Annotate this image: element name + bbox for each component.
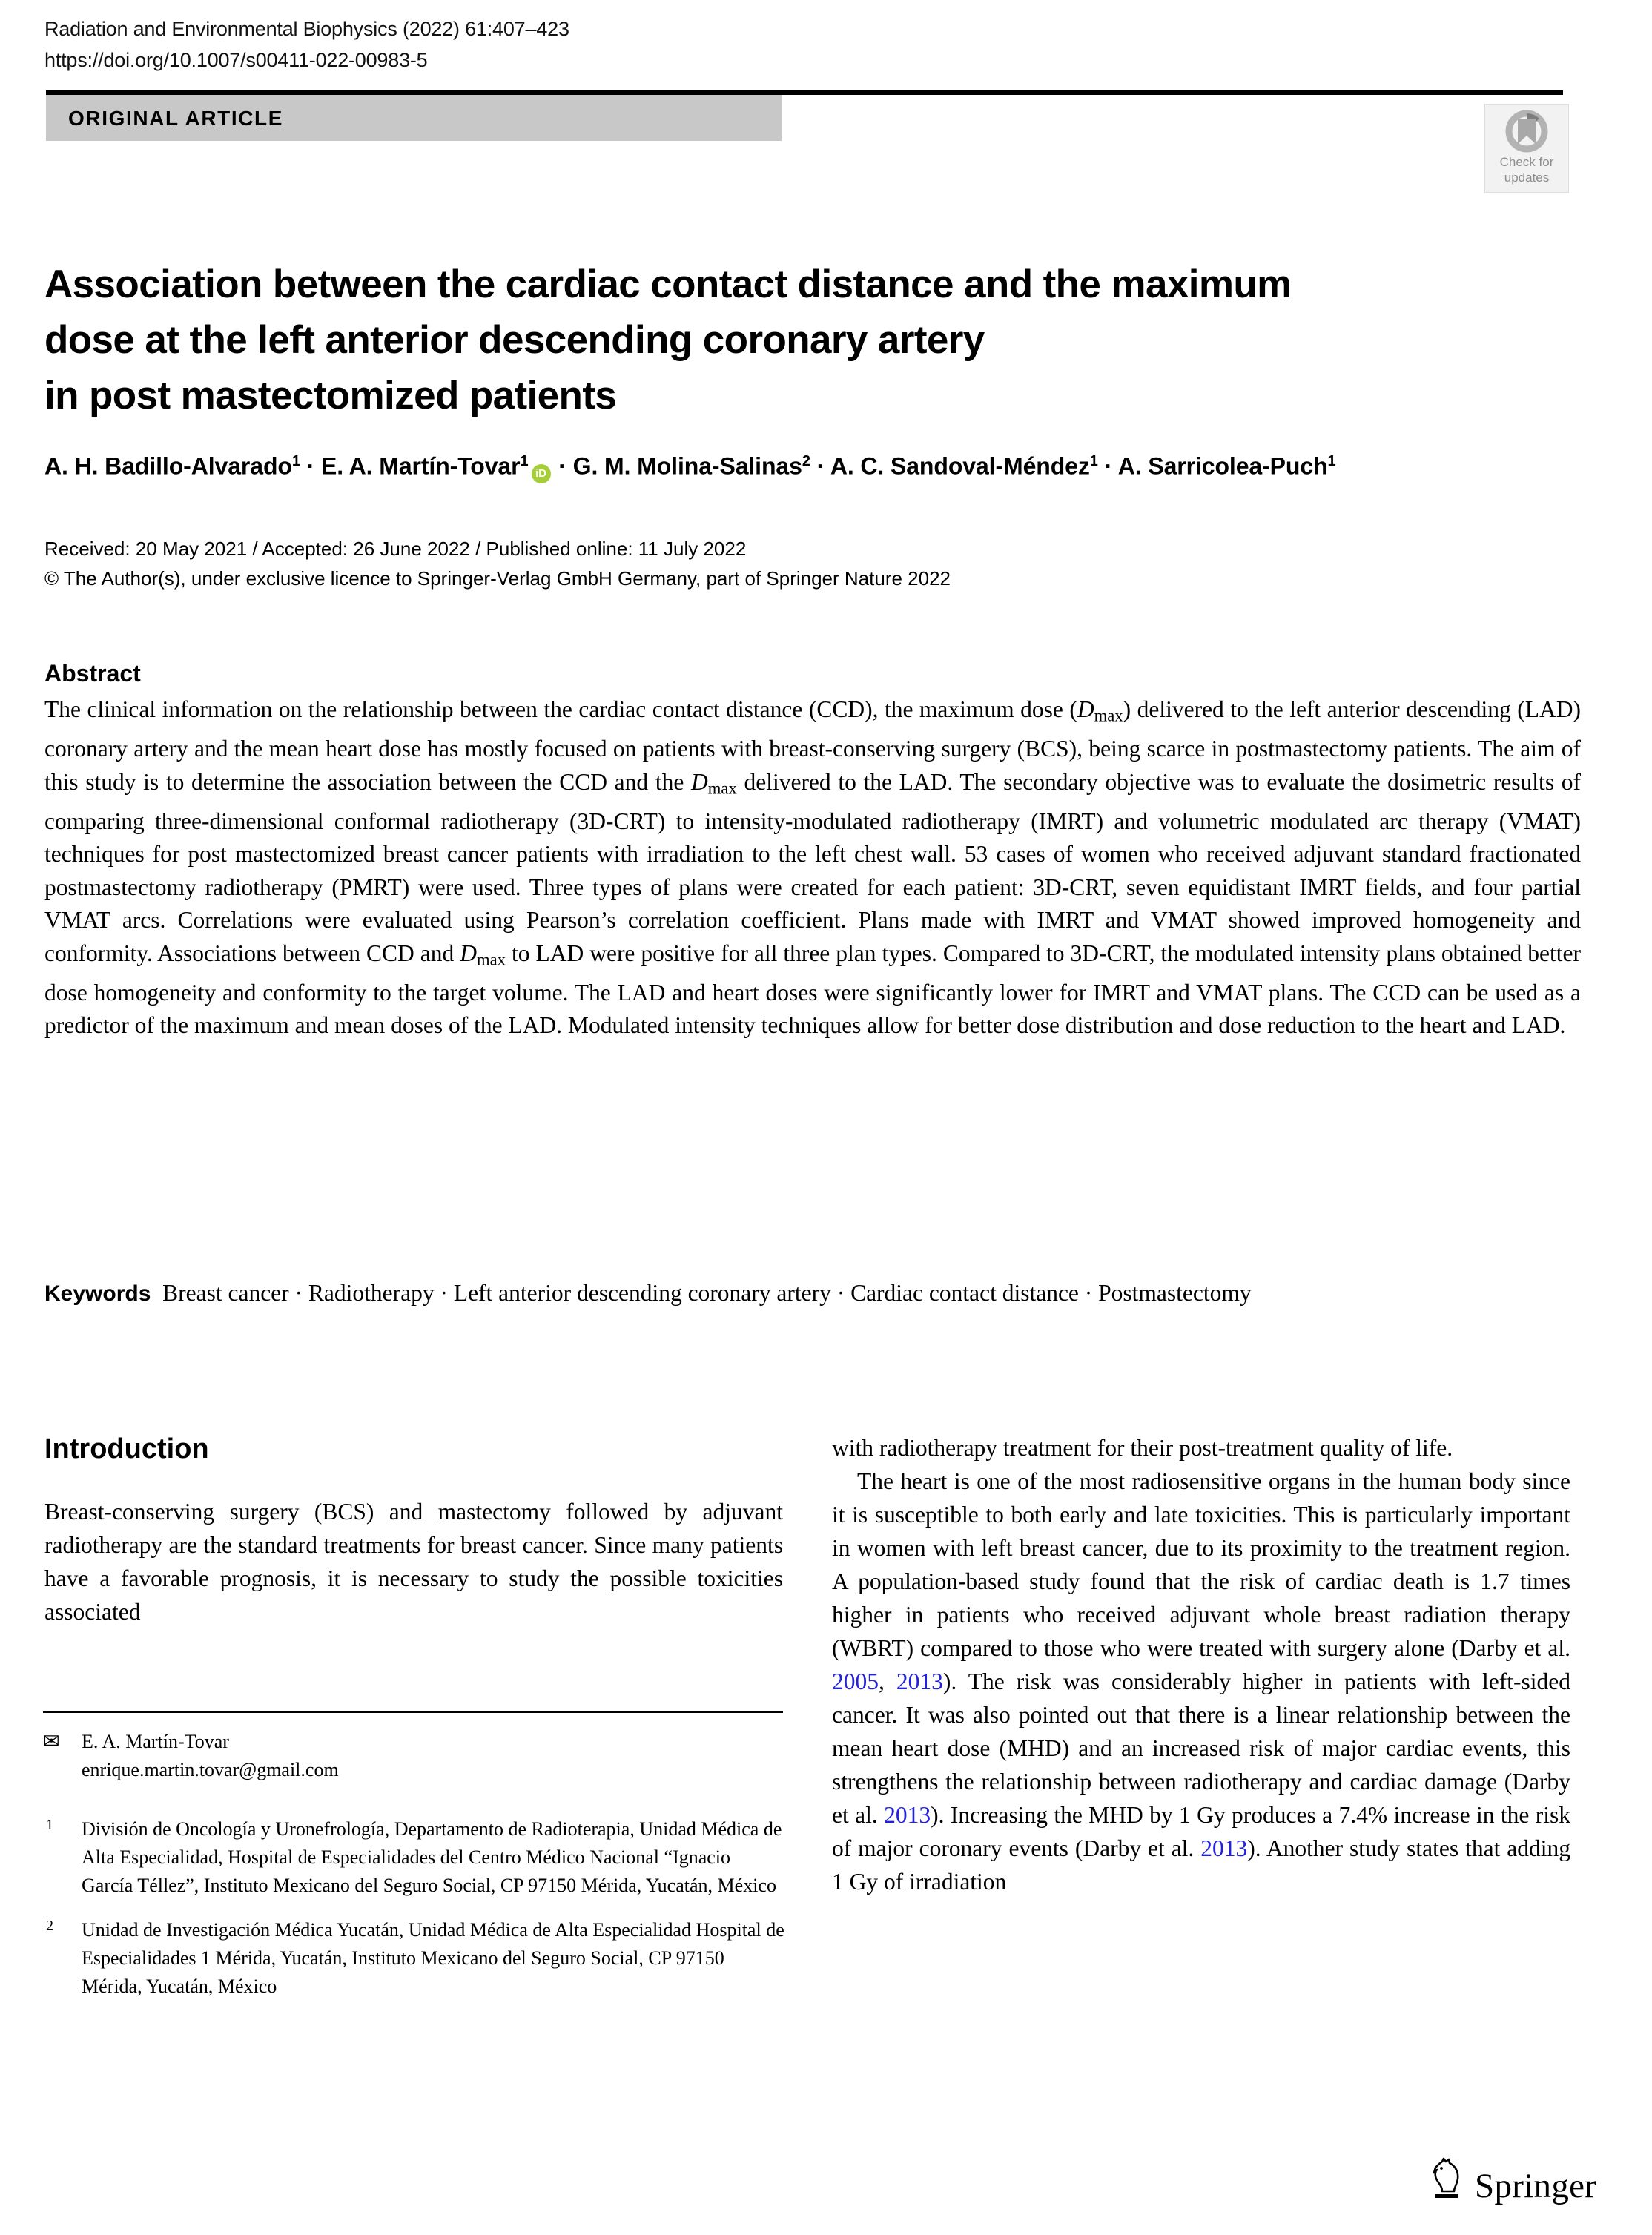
article-title-line-3: in post mastectomized patients xyxy=(44,373,617,417)
dmax-symbol-2: D xyxy=(691,768,708,795)
orcid-icon[interactable]: iD xyxy=(532,464,551,483)
journal-citation-line: Radiation and Environmental Biophysics (2022) 61:407–423 xyxy=(44,18,569,40)
abstract-body xyxy=(44,693,1581,1043)
affiliation-2 xyxy=(43,1916,784,2001)
crossmark-line1: Check for xyxy=(1499,155,1554,169)
intro-p2-text-c: ). Increasing the MHD by 1 Gy produces a 7.4% increase in the risk of major coronary events (Darby et al. xyxy=(832,1802,1570,1861)
affiliation-1-marker: 1 xyxy=(46,1817,53,1833)
author-list xyxy=(44,445,1579,483)
affiliation-1 xyxy=(43,1815,784,1900)
publisher-logo xyxy=(1427,2159,1596,2204)
citation-link-darby-2013-a[interactable]: 2013 xyxy=(896,1668,943,1694)
author-affiliation-marker-5: 1 xyxy=(1327,453,1336,469)
author-name-4: A. C. Sandoval-Méndez xyxy=(830,452,1090,480)
author-separator: · xyxy=(552,452,573,480)
author-affiliation-marker-3: 2 xyxy=(802,453,810,469)
publication-history xyxy=(44,534,1379,593)
dates-line: Received: 20 May 2021 / Accepted: 26 June 2022 / Published online: 11 July 2022 xyxy=(44,538,747,560)
keywords-label: Keywords xyxy=(44,1281,151,1306)
envelope-icon: ✉ xyxy=(43,1730,60,1752)
author-affiliation-marker-4: 1 xyxy=(1089,453,1098,469)
intro-p2-text-a: The heart is one of the most radiosensitive organs in the human body since it is susceptible to both early and late toxicities. This is particularly important in women with left breast cancer, due to its proximity to the treatment region. A population-based study found that the risk of cardiac death is 1.7 times higher in patients who received adjuvant whole breast radiation therapy (WBRT) compared to those who were treated with surgery alone (Darby et al. xyxy=(832,1468,1570,1661)
author-name-2: E. A. Martín-Tovar xyxy=(321,452,521,480)
publisher-name: Springer xyxy=(1475,2167,1597,2205)
abstract-part-4: to LAD were positive for all three plan types. Compared to 3D-CRT, the modulated intensity plans obtained better dose homogeneity and conformity to the target volume. The LAD and heart doses were significantly lower for IMRT and VMAT plans. The CCD can be used as a predictor of the maximum and mean doses of the LAD. Modulated intensity techniques allow for better dose distribution and dose reduction to the heart and LAD. xyxy=(44,940,1581,1039)
dmax-symbol-3: D xyxy=(460,940,477,966)
author-affiliation-marker-2: 1 xyxy=(520,453,529,469)
body-column-left xyxy=(44,1431,783,1628)
doi-line[interactable]: https://doi.org/10.1007/s00411-022-00983-5 xyxy=(44,49,428,71)
abstract-heading: Abstract xyxy=(44,660,141,687)
article-title-line-1: Association between the cardiac contact distance and the maximum xyxy=(44,262,1292,306)
running-head xyxy=(44,13,1231,76)
intro-paragraph-1: Breast-conserving surgery (BCS) and mastectomy followed by adjuvant radiotherapy are the standard treatments for breast cancer. Since many patients have a favorable prognosis, it is necessary to study the possible toxicities associated xyxy=(44,1499,783,1625)
corresponding-author-name: E. A. Martín-Tovar xyxy=(82,1731,229,1752)
corresponding-author xyxy=(43,1728,784,1784)
author-separator: · xyxy=(300,452,322,480)
author-affiliation-marker-1: 1 xyxy=(291,453,300,469)
keywords-block xyxy=(44,1277,1581,1311)
author-separator: · xyxy=(810,452,830,480)
crossmark-line2: updates xyxy=(1504,171,1550,185)
dmax-subscript-2: max xyxy=(707,779,737,798)
body-column-right xyxy=(832,1431,1570,1898)
dmax-subscript-1: max xyxy=(1094,706,1123,725)
crossmark-badge[interactable] xyxy=(1484,104,1569,193)
citation-link-darby-2005[interactable]: 2005 xyxy=(832,1668,879,1694)
footnote-rule xyxy=(43,1711,783,1713)
author-separator: · xyxy=(1097,452,1118,480)
section-heading-introduction: Introduction xyxy=(44,1433,209,1465)
article-title-line-2: dose at the left anterior descending coronary artery xyxy=(44,317,985,362)
abstract-part-3: delivered to the LAD. The secondary objective was to evaluate the dosimetric results of comparing three-dimensional conformal radiotherapy (3D-CRT) to intensity-modulated radiotherapy (IMRT) and volumetric modulated arc therapy (VMAT) techniques for post mastectomized breast cancer patients with irradiation to the left chest wall. 53 cases of women who received adjuvant standard fractionated postmastectomy radiotherapy (PMRT) were used. Three types of plans were created for each patient: 3D-CRT, seven equidistant IMRT fields, and four partial VMAT arcs. Correlations were evaluated using Pearson’s correlation coefficient. Plans made with IMRT and VMAT showed improved homogeneity and conformity. Associations between CCD and xyxy=(44,768,1581,966)
dmax-subscript-3: max xyxy=(476,950,506,969)
abstract-part-2: ) delivered to the left anterior descending (LAD) coronary artery and the mean heart dose has mostly focused on patients with breast-conserving surgery (BCS), being scarce in postmastectomy patients. The aim of this study is to determine the association between the CCD and the xyxy=(44,696,1581,795)
abstract-part-1: The clinical information on the relationship between the cardiac contact distance (CCD), the maximum dose ( xyxy=(44,696,1077,722)
citation-link-darby-2013-c[interactable]: 2013 xyxy=(1200,1835,1248,1861)
crossmark-icon xyxy=(1505,110,1548,153)
citation-separator: , xyxy=(879,1668,896,1694)
author-name-1: A. H. Badillo-Alvarado xyxy=(44,452,292,480)
intro-paragraph-2 xyxy=(832,1465,1570,1898)
footnote-block xyxy=(43,1728,784,2017)
intro-p2-text-d: ). Another study states that adding 1 Gy of irradiation xyxy=(832,1835,1570,1895)
keywords-terms: Breast cancer · Radiotherapy · Left anterior descending coronary artery · Cardiac contact distance · Postmastectomy xyxy=(162,1280,1252,1306)
dmax-symbol-1: D xyxy=(1077,696,1094,722)
springer-horse-icon xyxy=(1427,2157,1466,2204)
article-type-banner xyxy=(46,95,782,141)
author-name-3: G. M. Molina-Salinas xyxy=(572,452,802,480)
citation-link-darby-2013-b[interactable]: 2013 xyxy=(884,1802,931,1828)
article-title xyxy=(44,257,1498,423)
affiliation-2-marker: 2 xyxy=(46,1918,53,1934)
intro-p2-text-b: ). The risk was considerably higher in patients with left-sided cancer. It was also pointed out that there is a linear relationship between the mean heart dose (MHD) and an increased risk of major cardiac events, this strengthens the relationship between radiotherapy and cardiac damage (Darby et al. xyxy=(832,1668,1571,1828)
article-type-label: ORIGINAL ARTICLE xyxy=(68,107,284,130)
intro-paragraph-1-continued: with radiotherapy treatment for their post-treatment quality of life. xyxy=(832,1435,1453,1461)
copyright-line: © The Author(s), under exclusive licence to Springer-Verlag GmbH Germany, part of Springer Nature 2022 xyxy=(44,567,951,590)
affiliation-1-text: División de Oncología y Uronefrología, Departamento de Radioterapia, Unidad Médica de Alta Especialidad, Hospital de Especialidades del Centro Médico Nacional “Ignacio García Téllez”, Instituto Mexicano del Seguro Social, CP 97150 Mérida, Yucatán, México xyxy=(82,1818,782,1896)
corresponding-author-email[interactable]: enrique.martin.tovar@gmail.com xyxy=(82,1759,339,1780)
affiliation-2-text: Unidad de Investigación Médica Yucatán, Unidad Médica de Alta Especialidad Hospital de Especialidades 1 Mérida, Yucatán, Instituto Mexicano del Seguro Social, CP 97150 Mérida, Yucatán, México xyxy=(82,1919,784,1997)
author-name-5: A. Sarricolea-Puch xyxy=(1117,452,1328,480)
